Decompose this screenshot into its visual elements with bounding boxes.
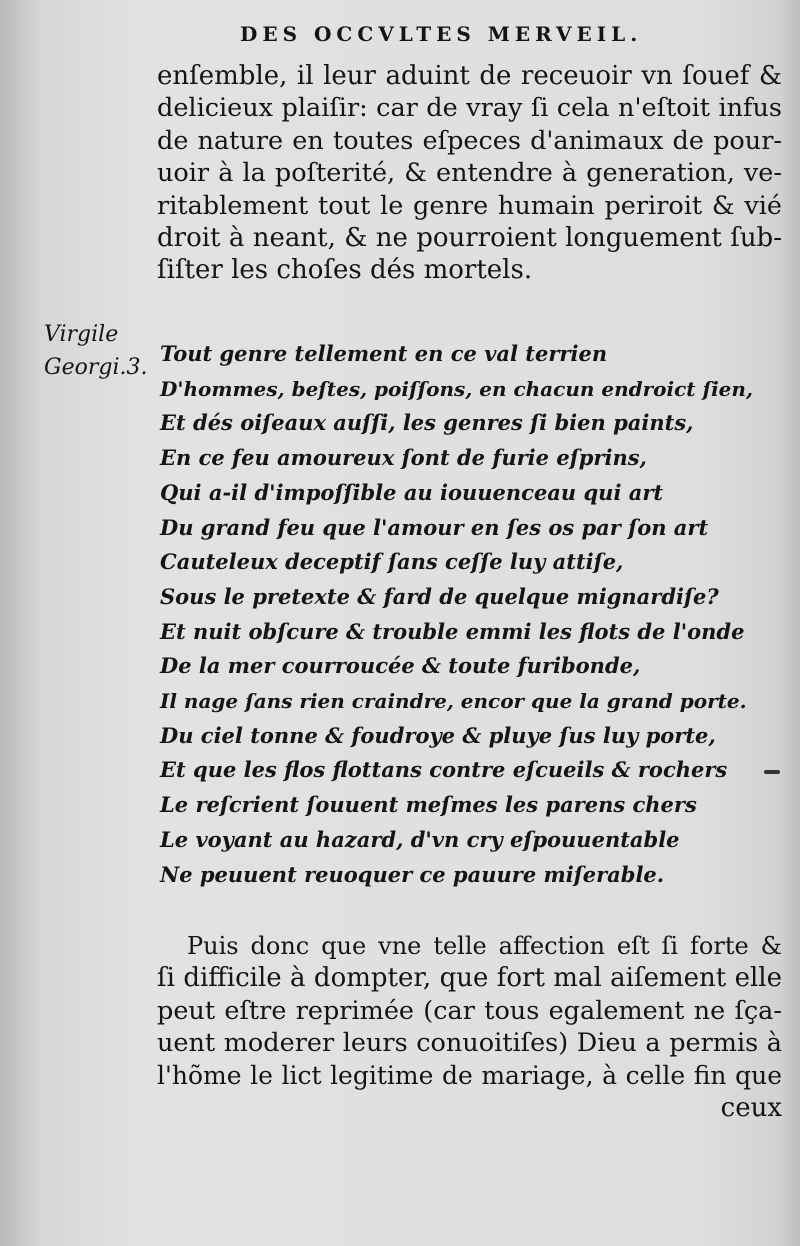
verse-line: Et que les flos flottans contre eſcueils & rochers (160, 757, 728, 783)
margin-note-line: Virgile (44, 322, 119, 347)
prose-line: delicieux plaiſir: car de vray ſi cela n'eſtoit infus (157, 93, 782, 124)
verse-line: Le voyant au hazard, d'vn cry eſpouuentable (160, 826, 680, 852)
verse-line: Du grand feu que l'amour en ſes os par ſon art (160, 514, 709, 540)
verse-line: D'hommes, beſtes, poiſſons, en chacun endroict ſien, (160, 376, 753, 401)
verse-line: Du ciel tonne & foudroye & pluye ſus luy porte, (160, 722, 716, 748)
prose-line: ſi difficile à dompter, que fort mal aiſement elle (157, 963, 782, 994)
prose-line: uent moderer leurs conuoitiſes) Dieu a permis à (157, 1028, 782, 1059)
prose-line: ritablement tout le genre humain periroit & vié (157, 190, 782, 221)
verse-line: Tout genre tellement en ce val terrien (160, 341, 608, 366)
margin-note-line: Georgi.3. (44, 355, 148, 380)
prose-paragraph-top (157, 60, 782, 287)
verse-line: Cauteleux deceptif ſans ceſſe luy attiſe, (160, 549, 624, 575)
verse-line: Sous le pretexte & fard de quelque mignardiſe? (160, 583, 719, 609)
prose-paragraph-bottom (157, 930, 782, 1124)
prose-line: Puis donc que vne telle affection eſt ſi forte & (187, 932, 782, 960)
verse-line: Le reſcrient ſouuent meſmes les parens chers (160, 792, 697, 818)
verse-block (160, 337, 760, 892)
verse-line: De la mer courroucée & toute furibonde, (160, 653, 641, 679)
prose-line: ſiſter les choſes dés mortels. (157, 255, 533, 286)
prose-line: l'hõme le lict legitime de mariage, à celle fin que (157, 1060, 782, 1090)
prose-line: peut eſtre reprimée (car tous egalement ne ſça- (157, 995, 782, 1026)
margin-note (44, 318, 154, 384)
verse-line: Il nage ſans rien craindre, encor que la grand porte. (160, 689, 747, 714)
prose-line: uoir à la poſterité, & entendre à generation, ve- (157, 158, 782, 189)
ink-mark (764, 770, 780, 774)
verse-line: En ce feu amoureux ſont de furie eſprins, (160, 445, 647, 471)
prose-line: de nature en toutes eſpeces d'animaux de pour- (157, 125, 782, 156)
verse-line: Et dés oiſeaux auſſi, les genres ſi bien paints, (160, 410, 694, 436)
running-head: DES OCCVLTES MERVEIL. (240, 22, 643, 46)
prose-line: droit à neant, & ne pourroient longuement ſub- (157, 223, 782, 254)
verse-line: Et nuit obſcure & trouble emmi les flots de l'onde (160, 618, 745, 644)
catchword: ceux (720, 1093, 782, 1124)
verse-line: Ne peuuent reuoquer ce pauure miſerable. (160, 861, 665, 887)
prose-line: enſemble, il leur aduint de receuoir vn ſouef & (157, 61, 782, 91)
verse-line: Qui a-il d'impoſſible au iouuenceau qui art (160, 479, 664, 505)
